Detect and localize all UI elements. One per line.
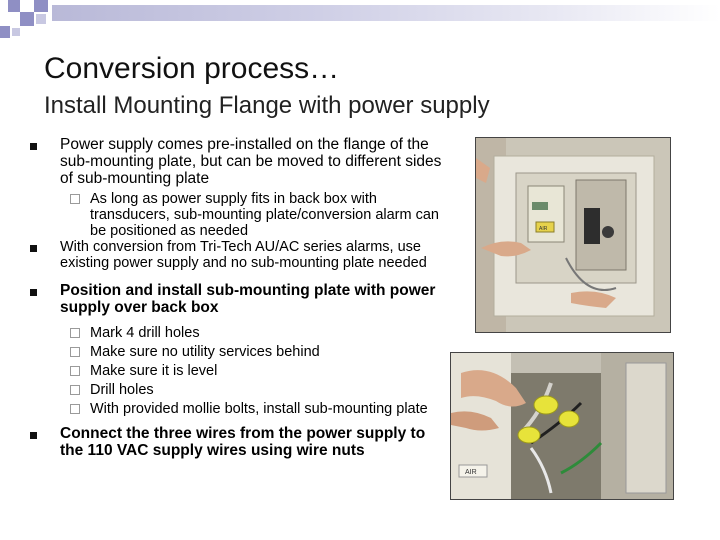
sub-bullet-text: Make sure it is level xyxy=(90,363,218,379)
square-bullet-icon xyxy=(30,289,37,296)
header-gradient-bar xyxy=(52,5,720,21)
sub-bullet-item xyxy=(30,401,450,417)
photo-wire-nuts xyxy=(450,352,674,500)
sub-bullet-text: Make sure no utility services behind xyxy=(90,344,320,360)
bullet-text: With conversion from Tri-Tech AU/AC series alarms, use existing power supply and no sub-mounting plate needed xyxy=(60,239,427,271)
photo-wire-nuts-illustration xyxy=(451,353,673,499)
bullet-item xyxy=(30,239,450,271)
bullet-list xyxy=(30,134,450,459)
checkbox-bullet-icon xyxy=(70,366,80,376)
sub-bullet-text: As long as power supply fits in back box with transducers, sub-mounting plate/conversion alarm can be positioned as needed xyxy=(90,191,439,239)
checkbox-bullet-icon xyxy=(70,194,80,204)
bullet-item xyxy=(30,136,450,187)
deco-square xyxy=(34,0,48,12)
air-label: AIR xyxy=(539,226,548,232)
sub-bullet-item xyxy=(30,382,450,398)
photo-mounting-plate xyxy=(475,137,671,333)
air-label: AIR xyxy=(465,469,477,476)
sub-bullet-text: Drill holes xyxy=(90,382,154,398)
deco-square xyxy=(0,26,10,38)
deco-square xyxy=(12,28,20,36)
slide-subtitle: Install Mounting Flange with power supply xyxy=(44,92,490,119)
sub-bullet-item xyxy=(30,191,450,239)
sub-bullet-text: With provided mollie bolts, install sub-mounting plate xyxy=(90,401,428,417)
deco-square xyxy=(8,0,20,12)
photo-mounting-plate-illustration xyxy=(476,138,670,332)
bullet-text: Connect the three wires from the power supply to the 110 VAC supply wires using wire nuts xyxy=(60,425,426,459)
deco-square xyxy=(20,12,34,26)
checkbox-bullet-icon xyxy=(70,385,80,395)
sub-bullet-item xyxy=(30,363,450,379)
bullet-text: Position and install sub-mounting plate with power supply over back box xyxy=(60,282,436,316)
checkbox-bullet-icon xyxy=(70,328,80,338)
sub-bullet-item xyxy=(30,344,450,360)
checkbox-bullet-icon xyxy=(70,404,80,414)
square-bullet-icon xyxy=(30,143,37,150)
square-bullet-icon xyxy=(30,245,37,252)
square-bullet-icon xyxy=(30,432,37,439)
deco-square xyxy=(36,14,46,24)
sub-bullet-text: Mark 4 drill holes xyxy=(90,325,200,341)
bullet-item xyxy=(30,282,450,316)
bullet-text: Power supply comes pre-installed on the flange of the sub-mounting plate, but can be moved to different sides of sub-mounting plate xyxy=(60,136,442,187)
sub-bullet-item xyxy=(30,325,450,341)
bullet-item xyxy=(30,425,450,459)
checkbox-bullet-icon xyxy=(70,347,80,357)
slide-title: Conversion process… xyxy=(44,52,340,85)
